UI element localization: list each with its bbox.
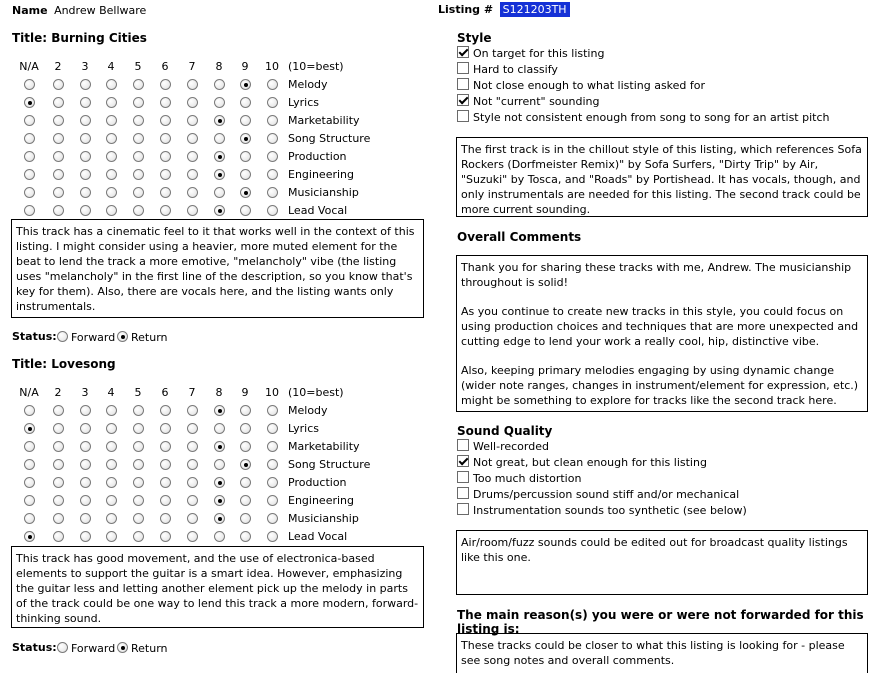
style-not-consistent-checkbox[interactable] [457, 110, 469, 122]
style-option-label: Not "current" sounding [473, 95, 600, 108]
rating-radio[interactable] [106, 423, 117, 434]
return-label: Return [131, 331, 168, 344]
forward-label: Forward [71, 642, 116, 655]
rating-radio[interactable] [106, 187, 117, 198]
style-heading: Style [457, 31, 492, 45]
sound-option-label: Too much distortion [473, 472, 582, 485]
rating-radio[interactable] [106, 115, 117, 126]
rating-radio[interactable] [267, 97, 278, 108]
rating-radio[interactable] [214, 97, 225, 108]
scale-column-label: 4 [107, 60, 115, 73]
rating-radio[interactable] [133, 459, 144, 470]
rating-radio[interactable] [160, 531, 171, 542]
rating-radio[interactable] [106, 405, 117, 416]
rating-radio[interactable] [267, 495, 278, 506]
scale-column-label: 5 [134, 386, 142, 399]
style-not-close-checkbox[interactable] [457, 78, 469, 90]
rating-radio[interactable] [53, 441, 64, 452]
rating-radio[interactable] [160, 115, 171, 126]
rating-radio[interactable] [133, 405, 144, 416]
rating-radio[interactable] [24, 133, 35, 144]
listing-value: S121203TH [500, 2, 570, 17]
rating-radio[interactable] [106, 513, 117, 524]
style-option-label: Hard to classify [473, 63, 558, 76]
rating-category-label: Song Structure [288, 132, 371, 145]
rating-radio[interactable] [80, 169, 91, 180]
rating-category-label: Marketability [288, 114, 360, 127]
rating-radio[interactable] [24, 531, 35, 542]
rating-radio[interactable] [267, 405, 278, 416]
scale-column-label: 7 [188, 386, 196, 399]
rating-radio[interactable] [133, 115, 144, 126]
rating-radio[interactable] [80, 115, 91, 126]
rating-radio[interactable] [53, 133, 64, 144]
track-1-status-forward-radio[interactable] [57, 331, 68, 342]
rating-radio[interactable] [106, 169, 117, 180]
rating-category-label: Marketability [288, 440, 360, 453]
rating-radio[interactable] [214, 133, 225, 144]
rating-category-label: Song Structure [288, 458, 371, 471]
rating-radio[interactable] [240, 423, 251, 434]
rating-radio[interactable] [106, 459, 117, 470]
rating-radio[interactable] [214, 115, 225, 126]
sound-option-label: Not great, but clean enough for this listing [473, 456, 707, 469]
rating-radio[interactable] [133, 133, 144, 144]
rating-radio[interactable] [214, 441, 225, 452]
rating-radio[interactable] [160, 495, 171, 506]
overall-paragraph: Also, keeping primary melodies engaging by using dynamic change (wider note ranges, changes in instrument/element for expression, etc.) might be something to explore for tracks like the second track here. [461, 364, 859, 407]
scale-column-label: 2 [54, 386, 62, 399]
name-value: Andrew Bellware [54, 4, 147, 17]
rating-radio[interactable] [240, 531, 251, 542]
rating-radio[interactable] [187, 441, 198, 452]
rating-radio[interactable] [24, 513, 35, 524]
rating-radio[interactable] [106, 133, 117, 144]
rating-radio[interactable] [53, 495, 64, 506]
rating-radio[interactable] [214, 405, 225, 416]
rating-radio[interactable] [187, 477, 198, 488]
rating-radio[interactable] [133, 477, 144, 488]
rating-radio[interactable] [187, 405, 198, 416]
rating-radio[interactable] [133, 97, 144, 108]
rating-radio[interactable] [106, 495, 117, 506]
rating-radio[interactable] [160, 169, 171, 180]
rating-radio[interactable] [187, 205, 198, 216]
rating-radio[interactable] [106, 205, 117, 216]
rating-radio[interactable] [214, 205, 225, 216]
rating-radio[interactable] [160, 151, 171, 162]
reasons-heading: The main reason(s) you were or were not forwarded for this listing is: [457, 608, 864, 636]
style-option-label: On target for this listing [473, 47, 605, 60]
rating-radio[interactable] [240, 405, 251, 416]
rating-radio[interactable] [106, 441, 117, 452]
track-2-title: Title: Lovesong [12, 357, 116, 371]
rating-radio[interactable] [24, 423, 35, 434]
status-label: Status: [12, 330, 57, 343]
rating-radio[interactable] [240, 187, 251, 198]
rating-radio[interactable] [80, 495, 91, 506]
rating-radio[interactable] [53, 205, 64, 216]
rating-radio[interactable] [80, 531, 91, 542]
rating-radio[interactable] [240, 495, 251, 506]
rating-radio[interactable] [133, 205, 144, 216]
rating-radio[interactable] [240, 169, 251, 180]
listing-id [438, 3, 570, 16]
rating-radio[interactable] [267, 79, 278, 90]
rating-radio[interactable] [267, 133, 278, 144]
rating-radio[interactable] [24, 97, 35, 108]
rating-radio[interactable] [160, 97, 171, 108]
rating-radio[interactable] [80, 423, 91, 434]
scale-column-label: 5 [134, 60, 142, 73]
sound-well-recorded-checkbox[interactable] [457, 439, 469, 451]
scale-column-label: 9 [241, 386, 249, 399]
rating-radio[interactable] [133, 187, 144, 198]
scale-column-label: N/A [19, 386, 39, 399]
rating-category-label: Lyrics [288, 422, 319, 435]
rating-radio[interactable] [53, 405, 64, 416]
rating-radio[interactable] [53, 531, 64, 542]
rating-radio[interactable] [187, 459, 198, 470]
track-1-title: Title: Burning Cities [12, 31, 147, 45]
rating-radio[interactable] [106, 151, 117, 162]
rating-radio[interactable] [240, 441, 251, 452]
sound-distortion-checkbox[interactable] [457, 471, 469, 483]
sound-option-label: Well-recorded [473, 440, 549, 453]
rating-category-label: Engineering [288, 494, 354, 507]
overall-paragraph: As you continue to create new tracks in this style, you could focus on using production choices and techniques that are more unexpected and cutting edge to lend your work a really cool, hip, distinctive vibe. [461, 305, 859, 348]
overall-comments-heading: Overall Comments [457, 230, 582, 244]
rating-radio[interactable] [106, 531, 117, 542]
style-hard-to-classify-checkbox[interactable] [457, 62, 469, 74]
track-2-status [12, 641, 57, 654]
name-label: Name [12, 4, 48, 17]
rating-radio[interactable] [267, 477, 278, 488]
rating-radio[interactable] [80, 97, 91, 108]
scale-column-label: 3 [81, 60, 89, 73]
rating-radio[interactable] [133, 169, 144, 180]
reviewer-name [12, 4, 146, 17]
rating-radio[interactable] [267, 441, 278, 452]
rating-radio[interactable] [267, 187, 278, 198]
return-label: Return [131, 642, 168, 655]
rating-radio[interactable] [53, 477, 64, 488]
rating-radio[interactable] [187, 79, 198, 90]
sound-option-label: Instrumentation sounds too synthetic (see below) [473, 504, 747, 517]
rating-radio[interactable] [160, 423, 171, 434]
rating-radio[interactable] [267, 115, 278, 126]
scale-column-label: 6 [161, 386, 169, 399]
overall-paragraph: Thank you for sharing these tracks with me, Andrew. The musicianship throughout is solid! [461, 261, 852, 289]
track-1-notes: This track has a cinematic feel to it that works well in the context of this listing. I might consider using a heavier, more muted element for the beat to lend the track a more emotive, "melancholy" vibe (the listing uses "melancholy" in the first line of the description, so you know that's key for them). Also, there are vocals here, and the listing wants only instrumentals. [11, 219, 424, 318]
rating-radio[interactable] [160, 477, 171, 488]
rating-radio[interactable] [240, 477, 251, 488]
rating-radio[interactable] [24, 459, 35, 470]
rating-radio[interactable] [240, 115, 251, 126]
rating-radio[interactable] [53, 151, 64, 162]
rating-category-label: Production [288, 476, 347, 489]
rating-category-label: Lead Vocal [288, 530, 348, 543]
rating-radio[interactable] [160, 441, 171, 452]
rating-radio[interactable] [214, 187, 225, 198]
rating-radio[interactable] [53, 459, 64, 470]
scale-column-label: 2 [54, 60, 62, 73]
style-notes: The first track is in the chillout style of this listing, which references Sofa Rockers (Dorfmeister Remix)" by Sofa Surfers, "Dirty Trip" by Air, "Suzuki" by Tosca, and "Roads" by Portishead. It has vocals, though, and only instrumentals are needed for this listing. The second track could be more current sounding. [456, 137, 868, 217]
rating-radio[interactable] [240, 97, 251, 108]
rating-radio[interactable] [160, 133, 171, 144]
rating-radio[interactable] [267, 459, 278, 470]
rating-category-label: Engineering [288, 168, 354, 181]
rating-radio[interactable] [267, 151, 278, 162]
rating-radio[interactable] [160, 79, 171, 90]
scale-best-note: (10=best) [288, 60, 344, 73]
track-1-status-return-radio[interactable] [117, 331, 128, 342]
rating-radio[interactable] [24, 115, 35, 126]
sound-option-label: Drums/percussion sound stiff and/or mechanical [473, 488, 740, 501]
rating-radio[interactable] [187, 151, 198, 162]
rating-radio[interactable] [240, 205, 251, 216]
rating-radio[interactable] [24, 495, 35, 506]
track-2-notes: This track has good movement, and the use of electronica-based elements to support the guitar is a smart idea. However, emphasizing the guitar less and letting another element pick up the melody in parts of the track could be one way to lend this track a more modern, forward-thinking sound. [11, 546, 424, 628]
rating-radio[interactable] [24, 441, 35, 452]
rating-radio[interactable] [214, 151, 225, 162]
rating-radio[interactable] [214, 513, 225, 524]
rating-radio[interactable] [240, 151, 251, 162]
style-not-current-checkbox[interactable] [457, 94, 469, 106]
rating-radio[interactable] [53, 115, 64, 126]
rating-radio[interactable] [133, 495, 144, 506]
rating-radio[interactable] [267, 513, 278, 524]
scale-column-label: 9 [241, 60, 249, 73]
rating-radio[interactable] [267, 423, 278, 434]
rating-radio[interactable] [240, 79, 251, 90]
sound-clean-enough-checkbox[interactable] [457, 455, 469, 467]
sound-notes: Air/room/fuzz sounds could be edited out for broadcast quality listings like this one. [456, 530, 868, 595]
overall-comments-text [456, 255, 868, 412]
rating-radio[interactable] [24, 477, 35, 488]
rating-radio[interactable] [214, 459, 225, 470]
track-2-status-return-radio[interactable] [117, 642, 128, 653]
rating-category-label: Lyrics [288, 96, 319, 109]
rating-radio[interactable] [267, 169, 278, 180]
rating-category-label: Musicianship [288, 186, 359, 199]
rating-radio[interactable] [53, 187, 64, 198]
rating-category-label: Melody [288, 404, 328, 417]
rating-radio[interactable] [267, 531, 278, 542]
rating-radio[interactable] [133, 423, 144, 434]
rating-radio[interactable] [187, 169, 198, 180]
scale-column-label: 10 [265, 386, 279, 399]
rating-radio[interactable] [80, 477, 91, 488]
rating-radio[interactable] [53, 513, 64, 524]
rating-radio[interactable] [133, 151, 144, 162]
rating-radio[interactable] [133, 513, 144, 524]
scale-column-label: 7 [188, 60, 196, 73]
rating-radio[interactable] [53, 97, 64, 108]
rating-radio[interactable] [240, 459, 251, 470]
rating-radio[interactable] [53, 169, 64, 180]
style-on-target-checkbox[interactable] [457, 46, 469, 58]
style-option-label: Not close enough to what listing asked for [473, 79, 706, 92]
rating-radio[interactable] [80, 187, 91, 198]
rating-radio[interactable] [214, 423, 225, 434]
scale-column-label: 6 [161, 60, 169, 73]
rating-radio[interactable] [133, 531, 144, 542]
sound-quality-heading: Sound Quality [457, 424, 553, 438]
rating-radio[interactable] [80, 459, 91, 470]
style-option-label: Style not consistent enough from song to song for an artist pitch [473, 111, 830, 124]
rating-radio[interactable] [133, 79, 144, 90]
track-1-status [12, 330, 57, 343]
rating-radio[interactable] [80, 441, 91, 452]
rating-radio[interactable] [160, 513, 171, 524]
rating-radio[interactable] [24, 169, 35, 180]
rating-radio[interactable] [24, 79, 35, 90]
scale-column-label: N/A [19, 60, 39, 73]
rating-radio[interactable] [24, 187, 35, 198]
rating-radio[interactable] [187, 133, 198, 144]
rating-radio[interactable] [53, 423, 64, 434]
sound-drums-stiff-checkbox[interactable] [457, 487, 469, 499]
rating-radio[interactable] [214, 477, 225, 488]
rating-category-label: Production [288, 150, 347, 163]
sound-too-synthetic-checkbox[interactable] [457, 503, 469, 515]
rating-radio[interactable] [24, 151, 35, 162]
rating-radio[interactable] [240, 513, 251, 524]
scale-column-label: 8 [215, 386, 223, 399]
scale-column-label: 8 [215, 60, 223, 73]
rating-radio[interactable] [214, 495, 225, 506]
rating-radio[interactable] [187, 97, 198, 108]
rating-radio[interactable] [214, 531, 225, 542]
rating-radio[interactable] [53, 79, 64, 90]
rating-radio[interactable] [160, 459, 171, 470]
rating-radio[interactable] [160, 205, 171, 216]
track-2-status-forward-radio[interactable] [57, 642, 68, 653]
rating-category-label: Melody [288, 78, 328, 91]
rating-radio[interactable] [133, 441, 144, 452]
rating-radio[interactable] [80, 205, 91, 216]
rating-radio[interactable] [187, 495, 198, 506]
rating-radio[interactable] [187, 423, 198, 434]
rating-radio[interactable] [187, 115, 198, 126]
rating-radio[interactable] [187, 513, 198, 524]
rating-category-label: Lead Vocal [288, 204, 348, 217]
rating-category-label: Musicianship [288, 512, 359, 525]
rating-radio[interactable] [24, 205, 35, 216]
reasons-text: These tracks could be closer to what this listing is looking for - please see song notes and overall comments. [456, 633, 868, 673]
rating-radio[interactable] [106, 477, 117, 488]
rating-radio[interactable] [160, 187, 171, 198]
rating-radio[interactable] [160, 405, 171, 416]
rating-radio[interactable] [106, 79, 117, 90]
rating-radio[interactable] [80, 133, 91, 144]
rating-radio[interactable] [80, 405, 91, 416]
rating-radio[interactable] [106, 97, 117, 108]
scale-column-label: 10 [265, 60, 279, 73]
listing-label: Listing # [438, 3, 494, 16]
rating-radio[interactable] [267, 205, 278, 216]
rating-radio[interactable] [187, 187, 198, 198]
rating-radio[interactable] [24, 405, 35, 416]
rating-radio[interactable] [214, 169, 225, 180]
rating-radio[interactable] [214, 79, 225, 90]
rating-radio[interactable] [187, 531, 198, 542]
scale-best-note: (10=best) [288, 386, 344, 399]
rating-radio[interactable] [80, 79, 91, 90]
status-label: Status: [12, 641, 57, 654]
forward-label: Forward [71, 331, 116, 344]
rating-radio[interactable] [80, 513, 91, 524]
rating-radio[interactable] [240, 133, 251, 144]
rating-radio[interactable] [80, 151, 91, 162]
scale-column-label: 4 [107, 386, 115, 399]
scale-column-label: 3 [81, 386, 89, 399]
